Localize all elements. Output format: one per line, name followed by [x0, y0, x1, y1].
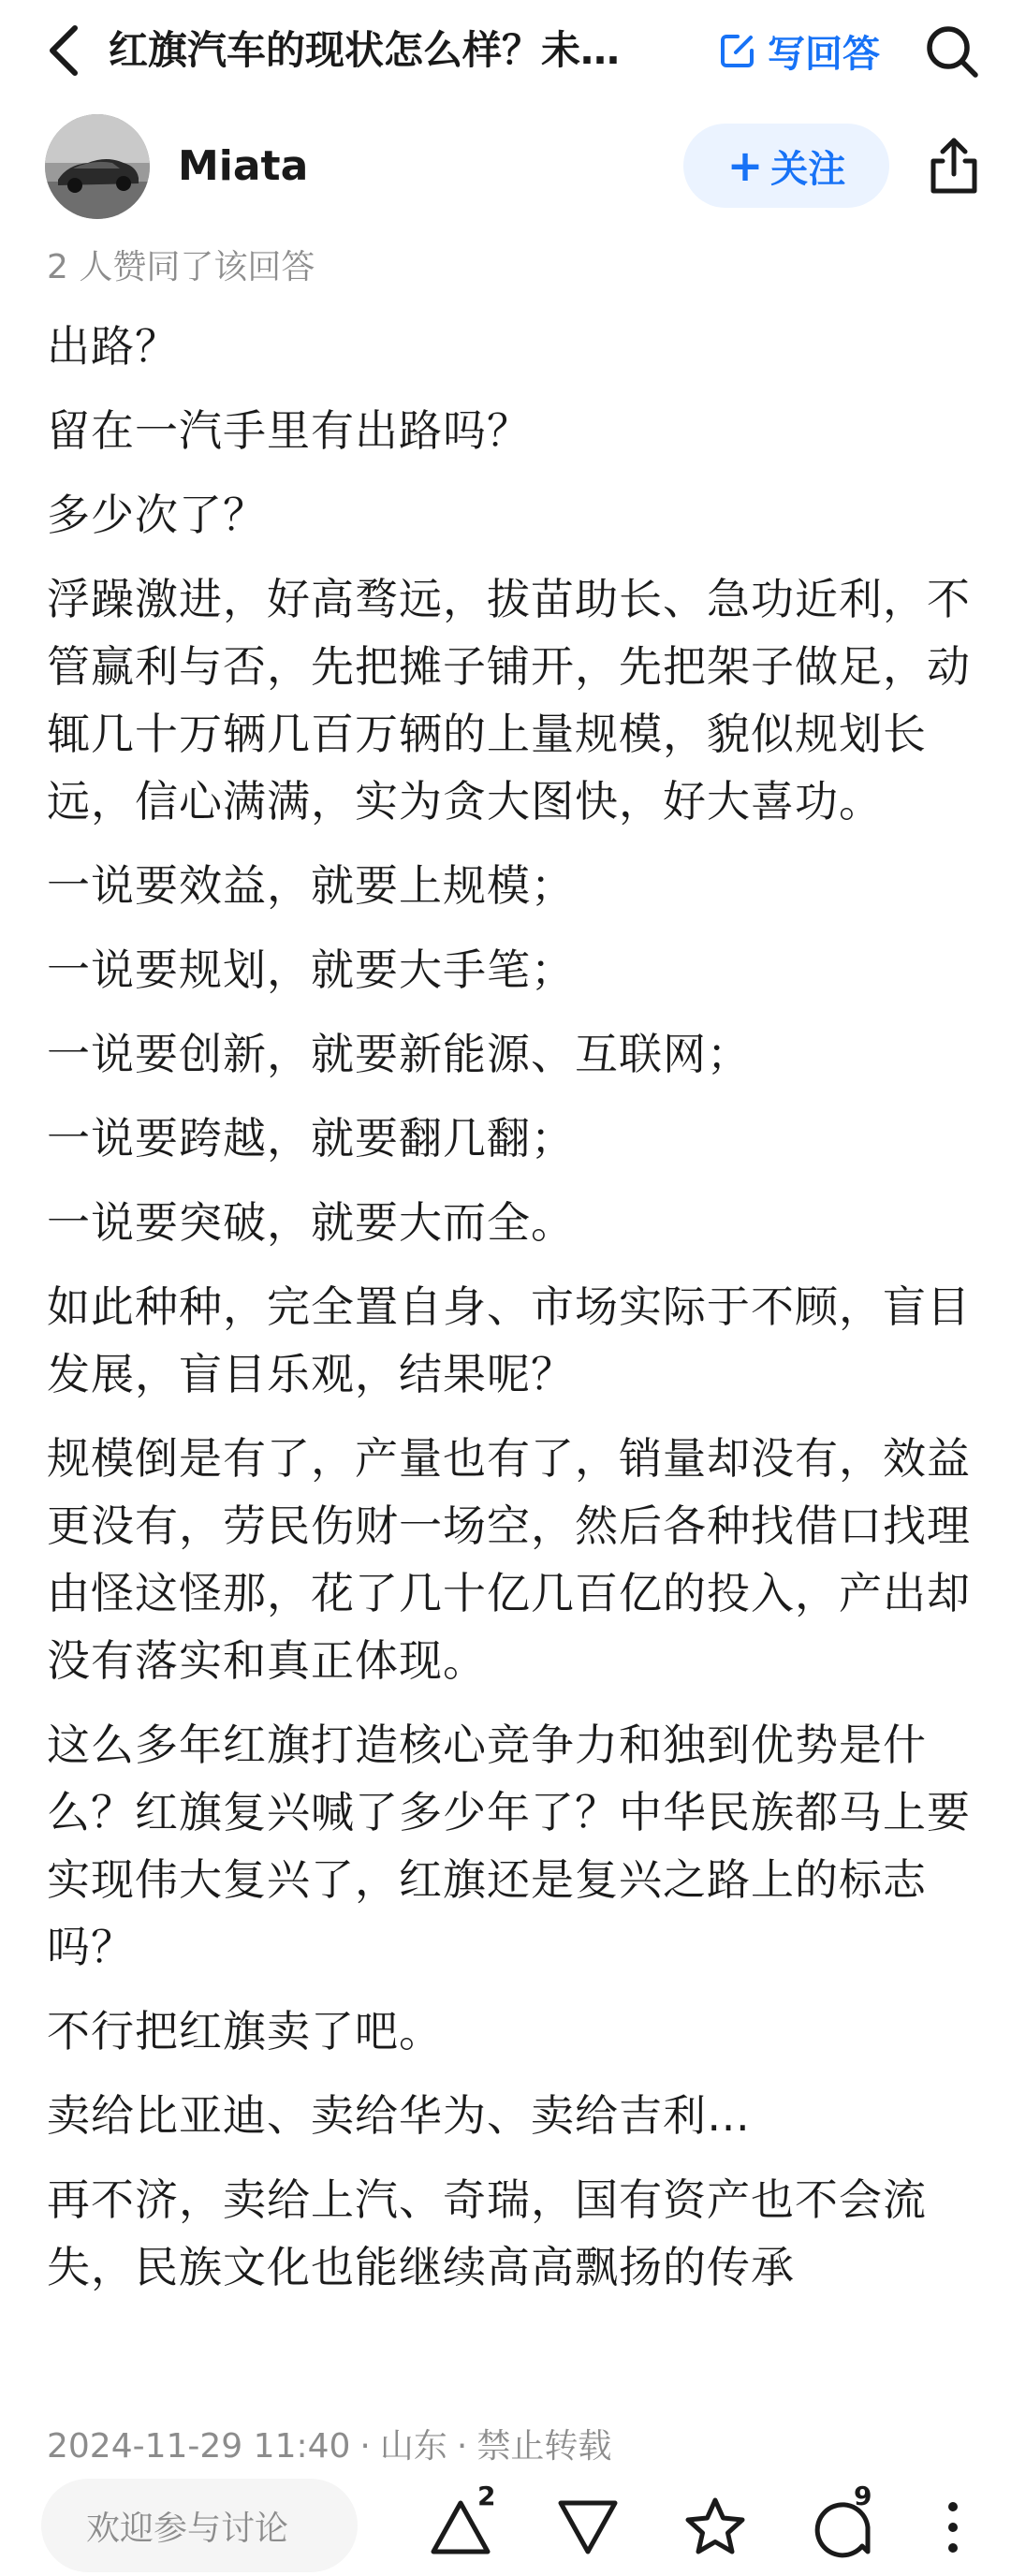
more-icon[interactable] [916, 2490, 990, 2565]
downvote-icon[interactable] [550, 2490, 625, 2565]
paragraph: 多少次了？ [47, 490, 267, 540]
paragraph: 留在一汽手里有出路吗？ [47, 405, 531, 456]
paragraph: 浮躁激进，好高骛远，拔苗助长、急功近利，不管赢利与否，先把摊子铺开，先把架子做足，动辄几十万辆几百万辆的上量规模，貌似规划长远，信心满满，实为贪大图快，好大喜功。 [47, 574, 971, 827]
comment-count: 9 [854, 2481, 872, 2511]
answer-meta [47, 2421, 611, 2473]
search-icon[interactable] [921, 21, 983, 82]
paragraph: 一说要规划，就要大手笔； [47, 944, 575, 995]
write-answer-label: 写回答 [768, 32, 880, 76]
avatar[interactable] [45, 114, 150, 219]
answer-datetime: 2024-11-29 11:40 [47, 2427, 351, 2466]
paragraph: 规模倒是有了，产量也有了，销量却没有，效益更没有，劳民伤财一场空，然后各种找借口找理由怪这怪那，花了几十亿几百亿的投入，产出却没有落实和真正体现。 [47, 1433, 971, 1686]
paragraph: 一说要突破，就要大而全。 [47, 1197, 575, 1248]
top-bar [0, 0, 1011, 101]
paragraph: 出路？ [47, 321, 179, 372]
edit-icon [719, 30, 760, 71]
follow-button[interactable] [683, 124, 889, 208]
paragraph: 如此种种，完全置自身、市场实际于不顾，盲目发展，盲目乐观，结果呢？ [47, 1281, 971, 1399]
answer-location: 山东 [379, 2427, 447, 2466]
comment-input[interactable]: 欢迎参与讨论 [41, 2479, 358, 2572]
follow-label: 关注 [770, 147, 846, 191]
approval-count: 2 人赞同了该回答 [47, 248, 315, 286]
question-title[interactable]: 红旗汽车的现状怎么样？未… [109, 27, 621, 73]
answer-content [47, 313, 974, 2318]
plus-icon: + [726, 140, 764, 191]
share-icon[interactable] [921, 129, 987, 202]
paragraph: 一说要效益，就要上规模； [47, 860, 575, 911]
write-answer-button[interactable] [719, 22, 880, 79]
author-name[interactable]: Miata [178, 142, 309, 190]
upvote-count: 2 [477, 2481, 496, 2511]
star-icon[interactable] [678, 2490, 753, 2565]
separator-dot: · [456, 2427, 468, 2466]
back-arrow-icon[interactable] [37, 22, 90, 79]
bottom-action-bar [0, 2475, 1011, 2576]
paragraph: 一说要创新，就要新能源、互联网； [47, 1029, 751, 1079]
copyright-notice: 禁止转载 [476, 2427, 612, 2466]
author-row [0, 101, 1011, 232]
paragraph: 一说要跨越，就要翻几翻； [47, 1113, 575, 1164]
paragraph: 这么多年红旗打造核心竞争力和独到优势是什么？红旗复兴喊了多少年了？中华民族都马上要实现伟大复兴了，红旗还是复兴之路上的标志吗？ [47, 1720, 971, 1972]
paragraph: 卖给比亚迪、卖给华为、卖给吉利… [47, 2090, 751, 2141]
paragraph: 不行把红旗卖了吧。 [47, 2006, 443, 2056]
paragraph: 再不济，卖给上汽、奇瑞，国有资产也不会流失，民族文化也能继续高高飘扬的传承 [47, 2174, 927, 2292]
separator-dot: · [359, 2427, 371, 2466]
